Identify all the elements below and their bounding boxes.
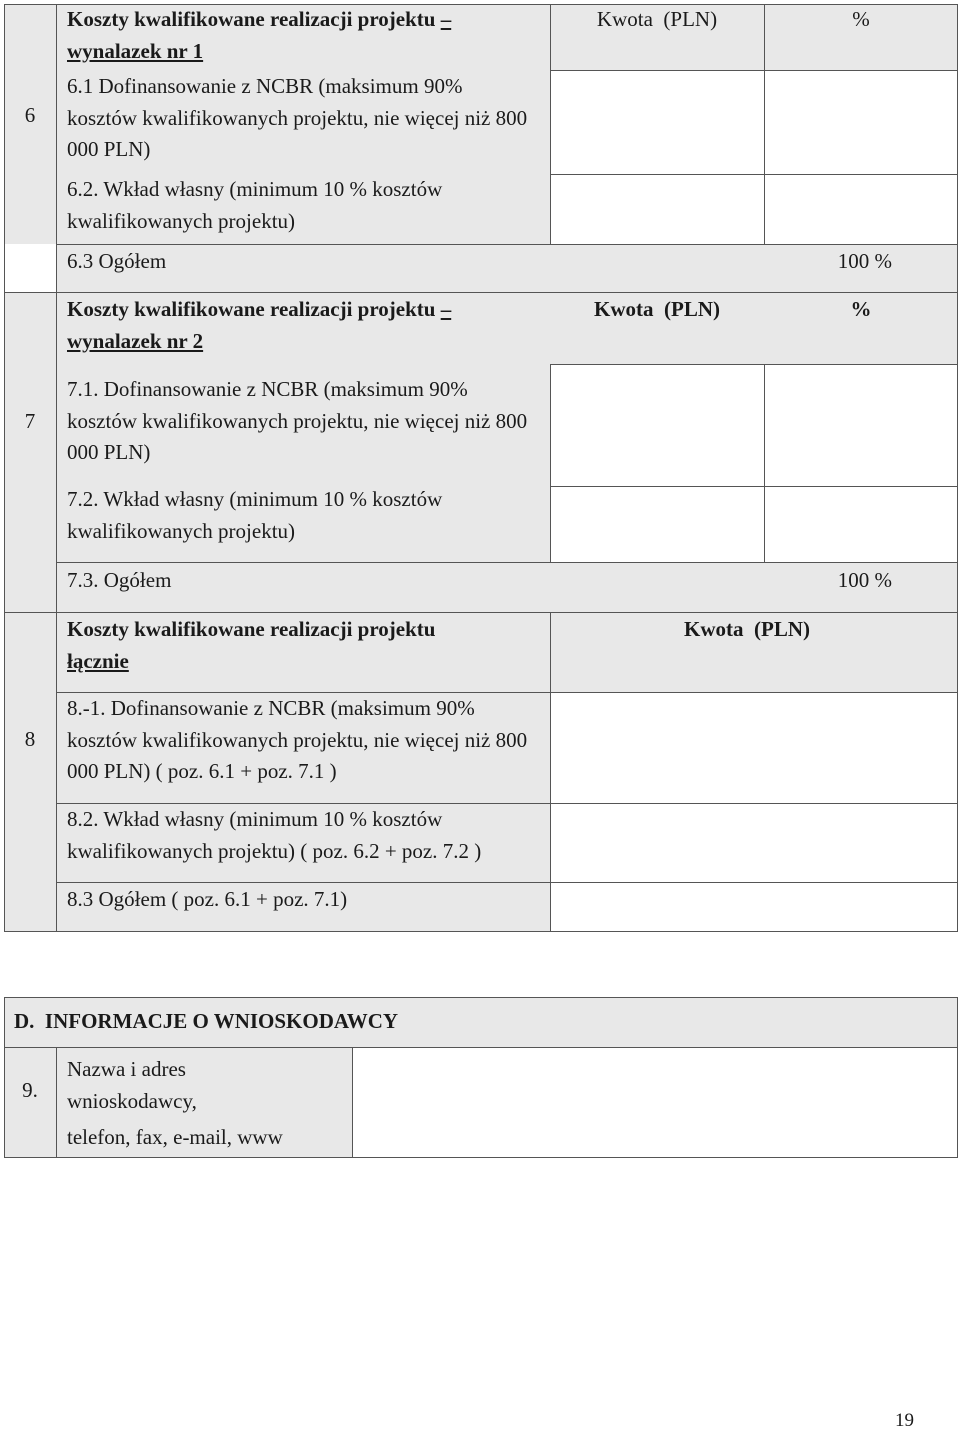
sec7-percent-header-text: % <box>850 297 872 321</box>
sec7-row1-label: 7.1. Dofinansowanie z NCBR (maksimum 90% kosztów kwalifikowanych projektu, nie więcej niż 800 000 PLN) <box>67 377 528 464</box>
section-d-title: D. INFORMACJE O WNIOSKODAWCY <box>14 1009 399 1033</box>
sec6-row2-percent-input[interactable] <box>765 175 957 243</box>
sec6-row2-label: 6.2. Wkład własny (minimum 10 % kosztów kwalifikowanych projektu) <box>67 177 443 233</box>
sec7-header-text: Koszty kwalifikowane realizacji projektu <box>67 297 436 321</box>
sec7-number-cell <box>4 292 56 612</box>
sec7-header: Koszty kwalifikowane realizacji projektu – wynalazek nr 2 <box>67 297 452 353</box>
sec8-header <box>67 614 547 677</box>
sec6-total-percent: 100 % <box>837 249 892 273</box>
sec6-percent-header-text: % <box>852 7 870 31</box>
sec6-header-sub: wynalazek nr 1 <box>67 38 204 63</box>
sec6-total-label: 6.3 Ogółem <box>67 249 167 273</box>
sec6-header-text: Koszty kwalifikowane realizacji projektu <box>67 7 436 31</box>
sec7-total-label: 7.3. Ogółem <box>67 568 172 592</box>
sec8-row1-amount-input[interactable] <box>551 693 957 803</box>
sec7-amount-header-text: Kwota (PLN) <box>594 297 720 321</box>
sec7-row1-percent-input[interactable] <box>765 365 957 486</box>
sec6-row2-amount-input[interactable] <box>551 175 763 243</box>
sec8-row1-label: 8.-1. Dofinansowanie z NCBR (maksimum 90% kosztów kwalifikowanych projektu, nie więcej niż 800 000 PLN) ( poz. 6.1 + poz. 7.1 ) <box>67 696 528 783</box>
sec9-number: 9. <box>22 1078 38 1102</box>
applicant-label-2: telefon, fax, e-mail, www <box>67 1125 283 1149</box>
sec6-header: Koszty kwalifikowane realizacji projektu – wynalazek nr 1 <box>67 7 452 63</box>
sec7-row1-amount-input[interactable] <box>551 365 763 486</box>
sec8-number-cell <box>4 612 56 932</box>
sec6-row1-amount-input[interactable] <box>551 71 763 174</box>
sec8-row2-label: 8.2. Wkład własny (minimum 10 % kosztów kwalifikowanych projektu) ( poz. 6.2 + poz. 7.2 ) <box>67 807 482 863</box>
sec8-total-label: 8.3 Ogółem ( poz. 6.1 + poz. 7.1) <box>67 887 348 911</box>
applicant-label-1: Nazwa i adres wnioskodawcy, <box>67 1057 197 1113</box>
sec7-row2-percent-input[interactable] <box>765 487 957 561</box>
applicant-name-address-input[interactable] <box>353 1048 957 1156</box>
sec8-total-amount-input[interactable] <box>551 883 957 931</box>
sec7-row2-amount-input[interactable] <box>551 487 763 561</box>
sec8-header-sub: łącznie <box>67 648 129 673</box>
sec7-number: 7 <box>24 409 36 433</box>
sec8-number: 8 <box>24 727 36 751</box>
sec8-row2-amount-input[interactable] <box>551 804 957 882</box>
page-number: 19 <box>895 1410 914 1431</box>
sec6-amount-header-text: Kwota (PLN) <box>596 7 718 31</box>
sec7-header-sub: wynalazek nr 2 <box>67 328 204 353</box>
sec6-number: 6 <box>24 103 36 127</box>
sec8-amount-header-text: Kwota (PLN) <box>684 617 810 641</box>
sec6-row1-label: 6.1 Dofinansowanie z NCBR (maksimum 90% kosztów kwalifikowanych projektu, nie więcej niż 800 000 PLN) <box>67 74 528 161</box>
sec7-total-percent: 100 % <box>837 568 892 592</box>
sec7-row2-label: 7.2. Wkład własny (minimum 10 % kosztów kwalifikowanych projektu) <box>67 487 443 543</box>
sec8-header-text: Koszty kwalifikowane realizacji projektu <box>67 617 436 641</box>
sec6-row1-percent-input[interactable] <box>765 71 957 174</box>
